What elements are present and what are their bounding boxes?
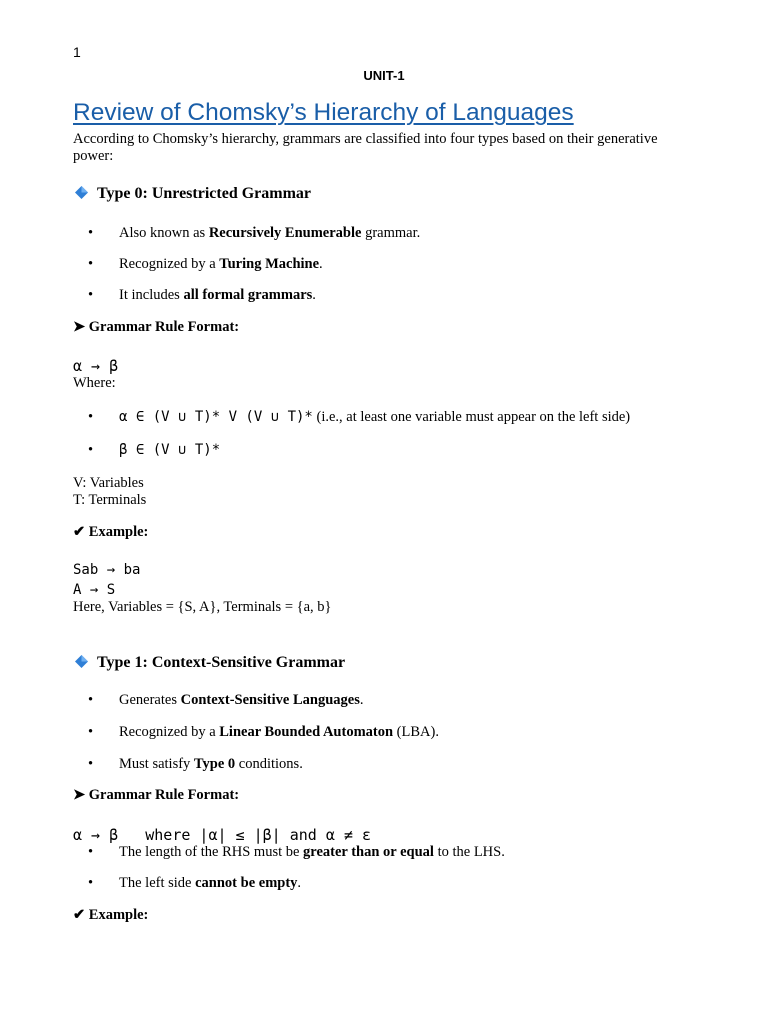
type1-bullet-3: Must satisfy Type 0 conditions.	[119, 756, 303, 772]
bullet: •	[88, 875, 94, 891]
type1-rule: α → β where |α| ≤ |β| and α ≠ ε	[73, 826, 372, 844]
legend-terminals: T: Terminals	[73, 492, 147, 508]
type0-rule-format-label: ➤ Grammar Rule Format:	[73, 319, 240, 335]
type0-heading	[75, 185, 311, 203]
type1-heading-text: Type 1: Context-Sensitive Grammar	[97, 654, 346, 671]
type0-example-note: Here, Variables = {S, A}, Terminals = {a, b}	[73, 599, 332, 615]
type1-example-label: ✔ Example:	[73, 907, 149, 923]
intro-paragraph: According to Chomsky’s hierarchy, grammars are classified into four types based on their generative power:	[73, 131, 658, 164]
type0-heading-text: Type 0: Unrestricted Grammar	[97, 185, 312, 202]
type0-example-line-1: Sab → ba	[73, 562, 141, 578]
blue-diamond-icon	[75, 655, 88, 668]
type0-example-label: ✔ Example:	[73, 524, 149, 540]
bullet: •	[88, 225, 94, 241]
type0-bullet-3: It includes all formal grammars.	[119, 287, 316, 303]
bullet: •	[88, 756, 94, 772]
type0-condition-1: α ∈ (V ∪ T)* V (V ∪ T)* (i.e., at least one variable must appear on the left side)	[119, 409, 631, 425]
type0-where: Where:	[73, 375, 116, 391]
type1-heading	[75, 654, 345, 672]
page-number: 1	[73, 44, 81, 60]
blue-diamond-icon	[75, 186, 88, 199]
type0-example-line-2: A → S	[73, 582, 116, 598]
type1-bullet-2: Recognized by a Linear Bounded Automaton (LBA).	[119, 724, 439, 740]
legend-variables: V: Variables	[73, 475, 144, 491]
type0-bullet-1: Also known as Recursively Enumerable grammar.	[119, 225, 421, 241]
type0-bullet-2: Recognized by a Turing Machine.	[119, 256, 323, 272]
bullet: •	[88, 442, 94, 458]
type1-bullet-1: Generates Context-Sensitive Languages.	[119, 692, 364, 708]
type1-rule-bullet-2: The left side cannot be empty.	[119, 875, 302, 891]
bullet: •	[88, 409, 94, 425]
bullet: •	[88, 256, 94, 272]
bullet: •	[88, 692, 94, 708]
type0-condition-2: β ∈ (V ∪ T)*	[119, 442, 221, 458]
unit-label: UNIT-1	[363, 68, 405, 83]
bullet: •	[88, 287, 94, 303]
type1-rule-format-label: ➤ Grammar Rule Format:	[73, 787, 240, 803]
bullet: •	[88, 724, 94, 740]
bullet: •	[88, 844, 94, 860]
type0-rule: α → β	[73, 357, 119, 375]
page-title: Review of Chomsky’s Hierarchy of Languages	[73, 99, 574, 126]
type1-rule-bullet-1: The length of the RHS must be greater than or equal to the LHS.	[119, 844, 505, 860]
